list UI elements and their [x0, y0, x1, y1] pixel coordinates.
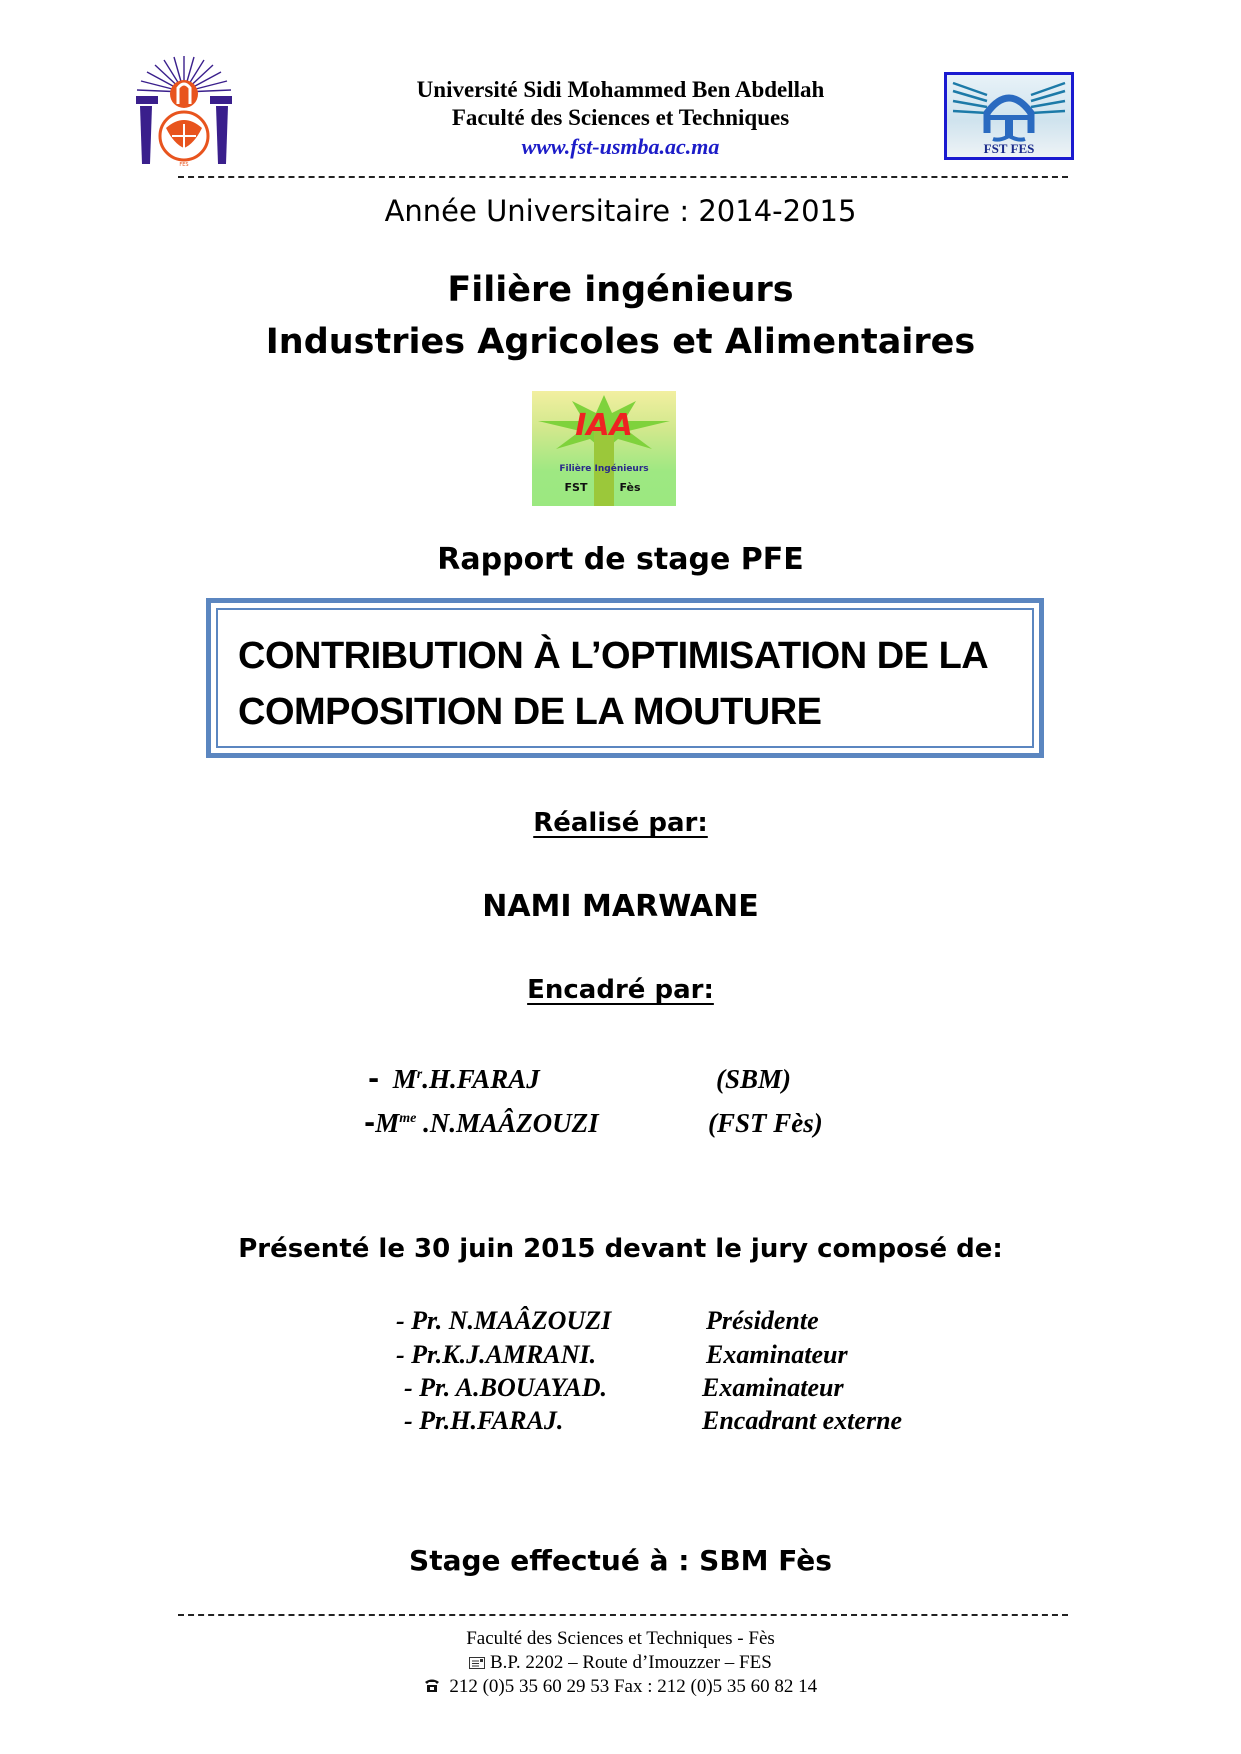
svg-text:Filière Ingénieurs: Filière Ingénieurs	[559, 464, 649, 474]
svg-text:FES: FES	[179, 162, 189, 168]
list-dash: -	[364, 1108, 376, 1139]
footer-address: B.P. 2202 – Route d’Imouzzer – FES	[0, 1652, 1241, 1675]
report-type: Rapport de stage PFE	[437, 542, 804, 577]
jury-heading: Présenté le 30 juin 2015 devant le jury composé de:	[238, 1234, 1003, 1264]
jury-member-1-role: Présidente	[706, 1306, 819, 1335]
svg-text:IAA: IAA	[575, 408, 633, 443]
supervisor-2-org: (FST Fès)	[708, 1108, 823, 1138]
academic-year: Année Universitaire : 2014-2015	[384, 194, 857, 228]
jury-member-4-name: - Pr.H.FARAJ.	[404, 1406, 564, 1435]
author-label: Réalisé par:	[533, 808, 708, 838]
website-link[interactable]: www.fst-usmba.ac.ma	[521, 134, 720, 159]
svg-text:Fès: Fès	[619, 481, 641, 494]
report-title-line-2: COMPOSITION DE LA MOUTURE	[238, 691, 822, 733]
footer-divider	[178, 1614, 1068, 1616]
title-box	[206, 598, 1044, 758]
internship-location: Stage effectué à : SBM Fès	[409, 1544, 832, 1577]
supervisor-2-name: $-M^{me}$ .N.MAÂZOUZI	[364, 1108, 599, 1139]
iaa-logo	[532, 391, 676, 506]
header-divider	[178, 176, 1068, 178]
supervisor-1-name: - $M^r.H.FARAJ$	[368, 1064, 540, 1095]
footer-phone: 212 (0)5 35 60 29 53 Fax : 212 (0)5 35 60 82 14	[0, 1676, 1241, 1699]
program-line-2: Industries Agricoles et Alimentaires	[265, 322, 976, 362]
jury-member-1-name: - Pr. N.MAÂZOUZI	[396, 1306, 612, 1335]
jury-member-4-role: Encadrant externe	[702, 1406, 903, 1435]
report-title-line-1: CONTRIBUTION À L’OPTIMISATION DE LA	[238, 635, 989, 677]
svg-text:FST: FST	[564, 481, 588, 494]
supervisors-label: Encadré par:	[527, 975, 714, 1005]
supervisor-1-org: (SBM)	[716, 1064, 792, 1094]
university-name: Université Sidi Mohammed Ben Abdellah	[416, 77, 825, 102]
fst-fes-logo	[944, 72, 1074, 160]
svg-text:FST FES: FST FES	[983, 141, 1035, 156]
jury-member-3-name: - Pr. A.BOUAYAD.	[404, 1373, 607, 1402]
mailbox-icon	[469, 1653, 485, 1675]
jury-member-2-role: Examinateur	[706, 1340, 848, 1369]
jury-member-2-name: - Pr.K.J.AMRANI.	[396, 1340, 597, 1369]
program-line-1: Filière ingénieurs	[447, 270, 794, 310]
title-box-inner	[216, 608, 1034, 748]
jury-member-3-role: Examinateur	[702, 1373, 844, 1402]
author-name: NAMI MARWANE	[482, 889, 759, 924]
telephone-icon	[424, 1677, 440, 1699]
footer-faculty: Faculté des Sciences et Techniques - Fès	[466, 1628, 775, 1649]
list-dash: -	[368, 1064, 380, 1095]
faculty-name: Faculté des Sciences et Techniques	[451, 105, 790, 130]
